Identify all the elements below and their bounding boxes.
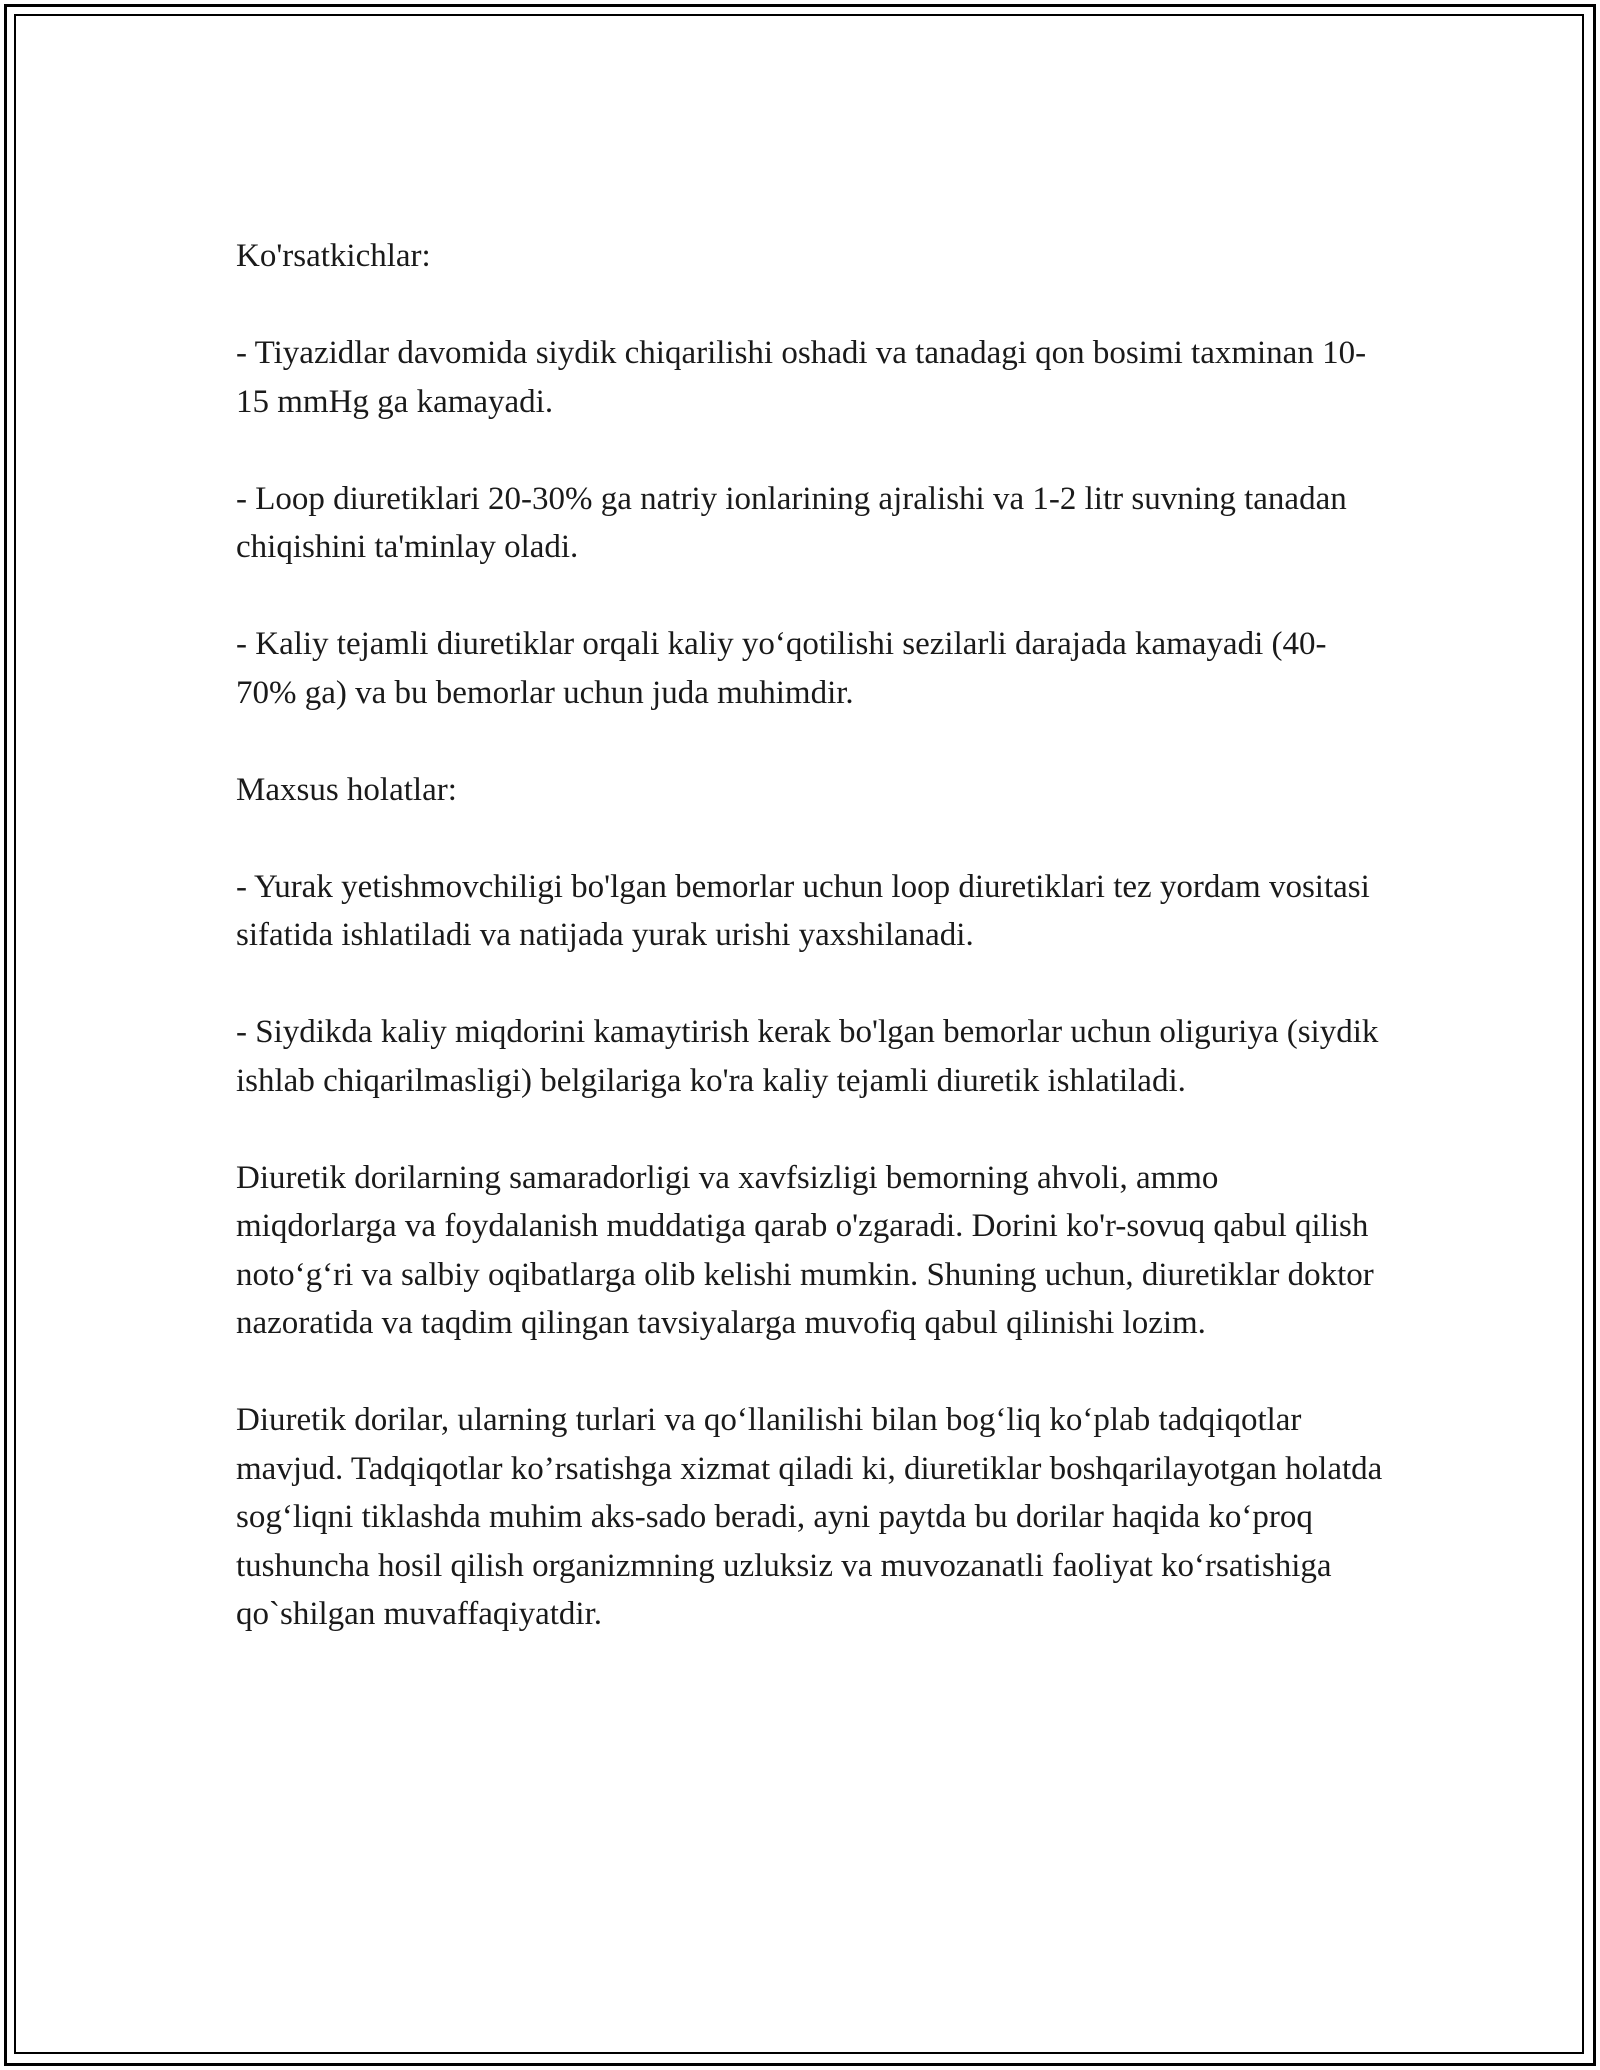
bullet-loop-diuretics: - Loop diuretiklari 20-30% ga natriy ionlarining ajralishi va 1-2 litr suvning tanadan chiqishini ta'minlay oladi. (236, 480, 1347, 565)
paragraph-research: Diuretik dorilar, ularning turlari va qo‘llanilishi bilan bog‘liq ko‘plab tadqiqotlar mavjud. Tadqiqotlar ko’rsatishga xizmat qiladi ki, diuretiklar boshqarilayotgan holatda sog‘liqni tiklashda muhim aks-sado beradi, ayni paytda bu dorilar haqida ko‘proq tushuncha hosil qilish organizmning uzluksiz va muvozanatli faoliyat ko‘rsatishiga qo`shilgan muvaffaqiyatdir. (236, 1402, 1383, 1632)
bullet-oliguria: - Siydikda kaliy miqdorini kamaytirish kerak bo'lgan bemorlar uchun oliguriya (siydik ishlab chiqarilmasligi) belgilariga ko'ra kaliy tejamli diuretik ishlatiladi. (236, 1014, 1379, 1099)
bullet-thiazides: - Tiyazidlar davomida siydik chiqarilishi oshadi va tanadagi qon bosimi taxminan 10-15 mmHg ga kamayadi. (236, 335, 1367, 420)
paragraph-efficacy-safety: Diuretik dorilarning samaradorligi va xavfsizligi bemorning ahvoli, ammo miqdorlarga va foydalanish muddatiga qarab o'zgaradi. Dorini ko'r-sovuq qabul qilish noto‘g‘ri va salbiy oqibatlarga olib kelishi mumkin. Shuning uchun, diuretiklar doktor nazoratida va taqdim qilingan tavsiyalarga muvofiq qabul qilinishi lozim. (236, 1159, 1374, 1341)
bullet-potassium-sparing: - Kaliy tejamli diuretiklar orqali kaliy yo‘qotilishi sezilarli darajada kamayadi (40-70% ga) va bu bemorlar uchun juda muhimdir. (236, 626, 1327, 711)
section-heading-special-cases: Maxsus holatlar: (236, 771, 457, 808)
section-heading-indicators: Ko'rsatkichlar: (236, 238, 431, 274)
document-body (236, 232, 1386, 1687)
bullet-heart-failure: - Yurak yetishmovchiligi bo'lgan bemorlar uchun loop diuretiklari tez yordam vositasi sifatida ishlatiladi va natijada yurak urishi yaxshilanadi. (236, 868, 1370, 953)
